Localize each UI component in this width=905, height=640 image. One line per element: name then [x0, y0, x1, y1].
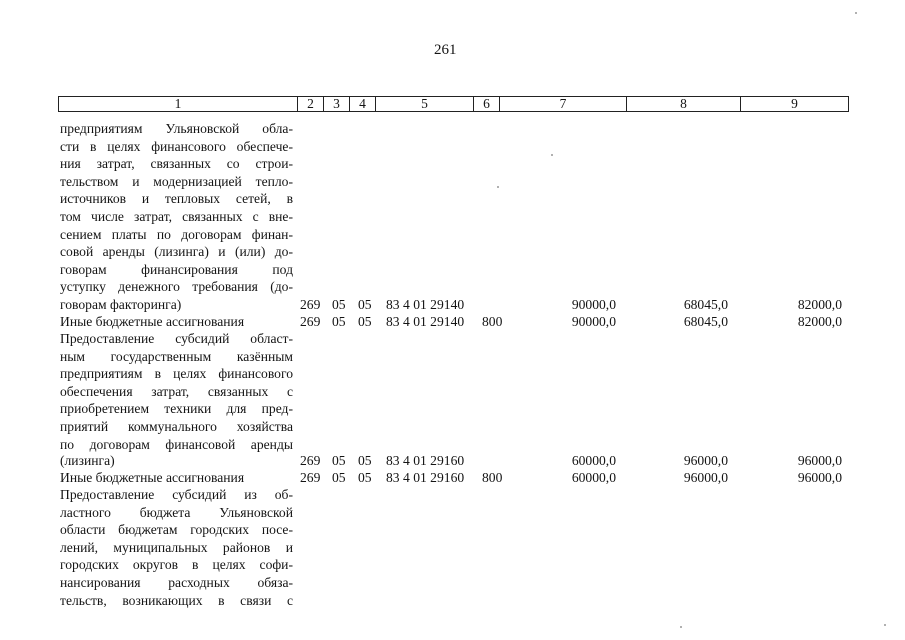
- cell-col8: 68045,0: [683, 314, 728, 329]
- cell-col8: 68045,0: [683, 297, 728, 312]
- cell-col9: 96000,0: [797, 470, 842, 485]
- desc-line: Предоставление субсидий из об-: [60, 487, 293, 502]
- table-row: [60, 313, 850, 331]
- row-label: (лизинга): [60, 453, 115, 468]
- cell-col3: 05: [332, 314, 346, 329]
- scan-speck: [884, 624, 886, 626]
- cell-col9: 82000,0: [797, 297, 842, 312]
- block1-description: [60, 120, 293, 296]
- header-col-2: 2: [298, 97, 324, 112]
- cell-col3: 05: [332, 297, 346, 312]
- desc-line: области бюджетам городских посе-: [60, 522, 293, 538]
- header-col-4: 4: [350, 97, 376, 112]
- header-col-7: 7: [500, 97, 627, 112]
- desc-line: Предоставление субсидий област-: [60, 331, 293, 346]
- desc-line: предприятиям в целях финансового: [60, 366, 293, 382]
- row-label: говорам факторинга): [60, 297, 182, 312]
- table-header: [58, 96, 849, 112]
- desc-line: источников и тепловых сетей, в: [60, 191, 293, 207]
- cell-col5: 83 4 01 29160: [386, 453, 465, 468]
- desc-line: приобретением техники для пред-: [60, 401, 293, 417]
- desc-line: сти в целях финансового обеспече-: [60, 138, 293, 154]
- cell-col8: 96000,0: [683, 453, 728, 468]
- cell-col8: 96000,0: [683, 470, 728, 485]
- cell-col4: 05: [358, 314, 372, 329]
- cell-col5: 83 4 01 29160: [386, 470, 465, 485]
- table-row: [60, 452, 850, 470]
- row-label: Иные бюджетные ассигнования: [60, 470, 245, 485]
- cell-col4: 05: [358, 470, 372, 485]
- cell-col4: 05: [358, 453, 372, 468]
- cell-col2: 269: [300, 314, 321, 329]
- desc-line: обеспечения затрат, связанных с: [60, 383, 293, 399]
- header-col-1: 1: [59, 97, 298, 112]
- desc-line: ластного бюджета Ульяновской: [60, 504, 293, 520]
- header-col-6: 6: [474, 97, 500, 112]
- desc-line: сением платы по договорам финан-: [60, 226, 293, 242]
- header-col-5: 5: [376, 97, 474, 112]
- block3-description: [60, 486, 293, 609]
- page-number: 261: [434, 42, 457, 58]
- desc-line: ния затрат, связанных со строи-: [60, 156, 293, 172]
- row-label: Иные бюджетные ассигнования: [60, 314, 245, 329]
- cell-col7: 60000,0: [571, 453, 616, 468]
- header-col-8: 8: [627, 97, 741, 112]
- desc-line: нансирования расходных обяза-: [60, 574, 293, 590]
- desc-line: тельств, возникающих в связи с: [60, 592, 293, 608]
- scan-speck: [680, 626, 682, 628]
- scan-speck: [551, 154, 553, 156]
- cell-col6: 800: [482, 314, 503, 329]
- scan-speck: [855, 12, 857, 14]
- cell-col2: 269: [300, 453, 321, 468]
- desc-line: ным государственным казённым: [60, 348, 293, 364]
- cell-col2: 269: [300, 470, 321, 485]
- cell-col2: 269: [300, 297, 321, 312]
- table-row: [60, 469, 850, 487]
- cell-col5: 83 4 01 29140: [386, 314, 465, 329]
- scan-speck: [497, 186, 499, 188]
- desc-line: предприятиям Ульяновской обла-: [60, 121, 293, 136]
- cell-col9: 96000,0: [797, 453, 842, 468]
- desc-line: совой аренды (лизинга) и (или) до-: [60, 244, 293, 260]
- table-row: [60, 296, 850, 314]
- desc-line: том числе затрат, связанных с вне-: [60, 208, 293, 224]
- cell-col5: 83 4 01 29140: [386, 297, 465, 312]
- desc-line: говорам финансирования под: [60, 261, 293, 277]
- desc-line: уступку денежного требования (до-: [60, 279, 293, 295]
- cell-col4: 05: [358, 297, 372, 312]
- cell-col7: 90000,0: [571, 314, 616, 329]
- desc-line: тельством и модернизацией тепло-: [60, 173, 293, 189]
- cell-col6: 800: [482, 470, 503, 485]
- desc-line: приятий коммунального хозяйства: [60, 418, 293, 434]
- block2-description: [60, 330, 293, 453]
- desc-line: по договорам финансовой аренды: [60, 436, 293, 452]
- header-col-9: 9: [741, 97, 849, 112]
- desc-line: лений, муниципальных районов и: [60, 539, 293, 555]
- cell-col7: 60000,0: [571, 470, 616, 485]
- header-col-3: 3: [324, 97, 350, 112]
- cell-col3: 05: [332, 470, 346, 485]
- cell-col7: 90000,0: [571, 297, 616, 312]
- cell-col9: 82000,0: [797, 314, 842, 329]
- cell-col3: 05: [332, 453, 346, 468]
- desc-line: городских округов в целях софи-: [60, 557, 293, 573]
